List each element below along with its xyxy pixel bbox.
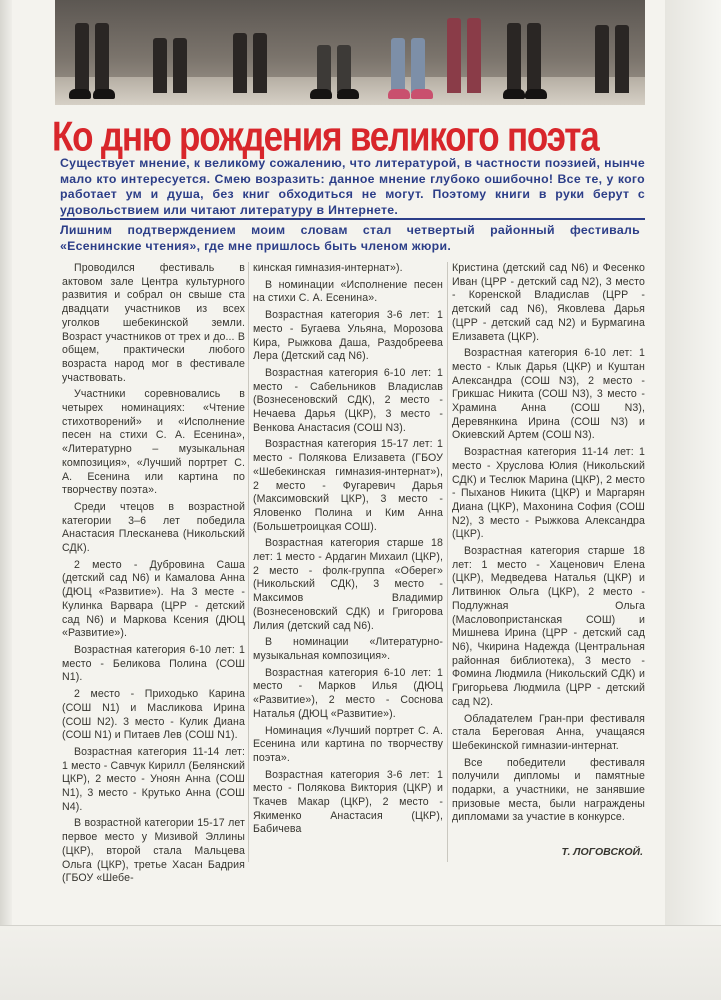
photo-figure: [391, 38, 405, 93]
column-divider: [248, 262, 249, 862]
photo-shoe: [69, 89, 91, 99]
photo-figure: [467, 18, 481, 93]
photo-figure: [337, 45, 351, 93]
photo-figure: [411, 38, 425, 93]
photo-figure: [253, 33, 267, 93]
paragraph: кинская гимназия-интернат»).: [253, 262, 403, 274]
photo-shoe: [337, 89, 359, 99]
author-signature: Т. ЛОГОВСКОЙ.: [561, 846, 643, 858]
festival-photo: [55, 0, 645, 105]
paragraph: Обладателем Гран-при фестиваля стала Береговая Анна, учащаяся Шебекинской гимназии-интернат.: [452, 712, 645, 752]
paragraph: Возрастная категория 6-10 лет: 1 место - Клык Дарья (ЦКР) и Куштан Александра (СОШ N3), 2 место - Грикшас Никита (СОШ N3), 3 место - Храмина Анна (СОШ N3), Деревянкина Ирина (СОШ N3) и Окиевский Артем (СОШ N3).: [452, 347, 645, 442]
paragraph: 2 место - Приходько Карина (СОШ N1) и Масликова Ирина (СОШ N2). 3 место - Кулик Диана (СОШ N1) и Питаев Лев (СОШ N1).: [62, 688, 245, 742]
paragraph: Возрастная категория 6-10 лет: 1 место - Сабельников Владислав (Вознесеновский СДК), 2 место - Нечаева Дарья (ЦКР), 3 место - Венкова Анастасия (СОШ N3).: [253, 366, 443, 434]
article-lead-second: Лишним подтверждением моим словам стал четвертый районный фестиваль «Есенинские чтения», где мне пришлось быть членом жюри.: [60, 223, 640, 253]
column-divider: [447, 262, 448, 862]
photo-figure: [153, 38, 167, 93]
paper-fold-shadow: [0, 0, 12, 1000]
photo-figure: [75, 23, 89, 93]
article-column-2: [253, 262, 443, 840]
photo-figure: [173, 38, 187, 93]
paragraph: Возрастная категория старше 18 лет: 1 место - Хаценович Елена (ЦКР), Медведева Наталья (ЦКР) и Литвинюк Ольга (ЦКР), 2 место - Подлужная Ольга (Масловопристанская СОШ) и Мишнева Ирина (ЦРР - детский сад N6), Чкирина Надежда (Центральная районная библиотека), 3 место - Фомина Людмила (Никольский СДК) и Григорьева Людмила (ЦРР - детский сад N2).: [452, 545, 645, 708]
lead-divider: [60, 218, 645, 220]
page-bottom-fold: [0, 925, 721, 1000]
paragraph: Возрастная категория 6-10 лет: 1 место - Беликова Полина (СОШ N1).: [62, 643, 245, 684]
photo-figure: [615, 25, 629, 93]
paragraph: В номинации «Исполнение песен на стихи С. А. Есенина».: [253, 278, 443, 305]
article-column-1: [62, 262, 245, 889]
paragraph: Возрастная категория 6-10 лет: 1 место - Марков Илья (ДЮЦ «Развитие»), 2 место - Соснова Наталья (ДЮЦ «Развитие»).: [253, 666, 443, 720]
article-lead: Существует мнение, к великому сожалению, что литературой, в частности поэзией, нынче мало кто интересуется. Смею возразить: данное мнение глубоко ошибочно! Все те, у кого работает ум и душа, без книг обходиться не могут. Поэтому книги в руки берут с удовольствием или читают литературу в Интернете.: [60, 156, 645, 217]
paragraph: В номинации «Литературно-музыкальная композиция».: [253, 636, 443, 662]
paragraph: Проводился фестиваль в актовом зале Центра культурного развития и собрал он свыше ста двадцати участников из всех уголков шебекинской земли. Возраст участников от трех и до... В общем, практически любого возраста народ мог в фестивале участвовать.: [62, 262, 245, 384]
paragraph: Возрастная категория 3-6 лет: 1 место - Бугаева Ульяна, Морозова Кира, Рыжкова Даша, Раздобреева Лера (Детский сад N6).: [253, 309, 443, 363]
photo-shoe: [525, 89, 547, 99]
photo-shoe: [310, 89, 332, 99]
photo-shoe: [411, 89, 433, 99]
photo-figure: [233, 33, 247, 93]
paragraph: Номинация «Лучший портрет С. А. Есенина или картина по творчеству поэта».: [253, 724, 443, 764]
paragraph: Возрастная категория 11-14 лет: 1 место - Савчук Кирилл (Белянский ЦКР), 2 место - Уноян Анна (СОШ N1), 3 место - Крутько Анна (СОШ N4).: [62, 745, 245, 813]
paragraph: Участники соревновались в четырех номинациях: «Чтение стихотворений» и «Исполнение песен на стихи С. А. Есенина», «Литературно – музыкальная композиция», «Лучший портрет С. А. Есенина или картина по творчеству поэта».: [62, 388, 245, 497]
photo-shoe: [388, 89, 410, 99]
photo-figure: [95, 23, 109, 93]
paragraph: 2 место - Дубровина Саша (детский сад N6) и Камалова Анна (ДЮЦ «Развитие»). На 3 месте - Кулинка Варвара (ЦРР - детский сад N6) и Маркова Ксения (ДЮЦ «Развитие»).: [62, 558, 245, 640]
paragraph: Возрастная категория старше 18 лет: 1 место - Ардагин Михаил (ЦКР), 2 место - фолк-группа «Оберег» (Никольский СДК), 3 место - Максимов Владимир (Вознесеновский СДК) и Григорова Лилия (детский сад N6).: [253, 537, 443, 632]
article-column-3: [452, 262, 645, 828]
paragraph: В возрастной категории 15-17 лет первое место у Мизивой Эллины (ЦКР), второй стала Мальцева Ольга (ЦКР), третье Хасан Бадрия (ГБОУ «Шебе-: [62, 817, 245, 885]
photo-figure: [595, 25, 609, 93]
photo-figure: [507, 23, 521, 93]
photo-figure: [527, 23, 541, 93]
photo-shoe: [93, 89, 115, 99]
paragraph: Все победители фестиваля получили дипломы и памятные подарки, а участники, не занявшие призовые места, были награждены дипломами за участие в конкурсе.: [452, 756, 645, 824]
paragraph: Возрастная категория 15-17 лет: 1 место - Полякова Елизавета (ГБОУ «Шебекинская гимназия-интернат»), 2 место - Фугаревич Дарья (Максимовский ЦКР), 3 место - Яловенко Полина и Ким Анна (Большетроицкая СОШ).: [253, 438, 443, 533]
photo-shoe: [503, 89, 525, 99]
article-headline: Ко дню рождения великого поэта: [52, 114, 599, 161]
photo-figure: [317, 45, 331, 93]
adjacent-page-edge: [665, 0, 721, 1000]
photo-figure: [447, 18, 461, 93]
paragraph: Кристина (детский сад N6) и Фесенко Иван (ЦРР - детский сад N2), 3 место - Коренской Владислав (ЦРР - детский сад N6), Яковлева Дарья (ЦРР - детский сад N2) и Бурмагина Елизавета (ЦКР).: [452, 262, 645, 343]
paragraph: Возрастная категория 11-14 лет: 1 место - Хруслова Юлия (Никольский СДК) и Теслюк Марина (ЦКР), 2 место - Пыханов Никита (ЦКР) и Маргарян Диана (ЦКР), Махонина София (СОШ N2), 3 место - Рыжкова Александра (ЦКР).: [452, 446, 645, 541]
paragraph: Среди чтецов в возрастной категории 3–6 лет победила Анастасия Плесканева (Никольский СДК).: [62, 500, 245, 555]
paragraph: Возрастная категория 3-6 лет: 1 место - Полякова Виктория (ЦКР) и Ткачев Макар (ЦКР), 2 место - Якименко Анастасия (ЦКР), Бабичева: [253, 768, 443, 836]
